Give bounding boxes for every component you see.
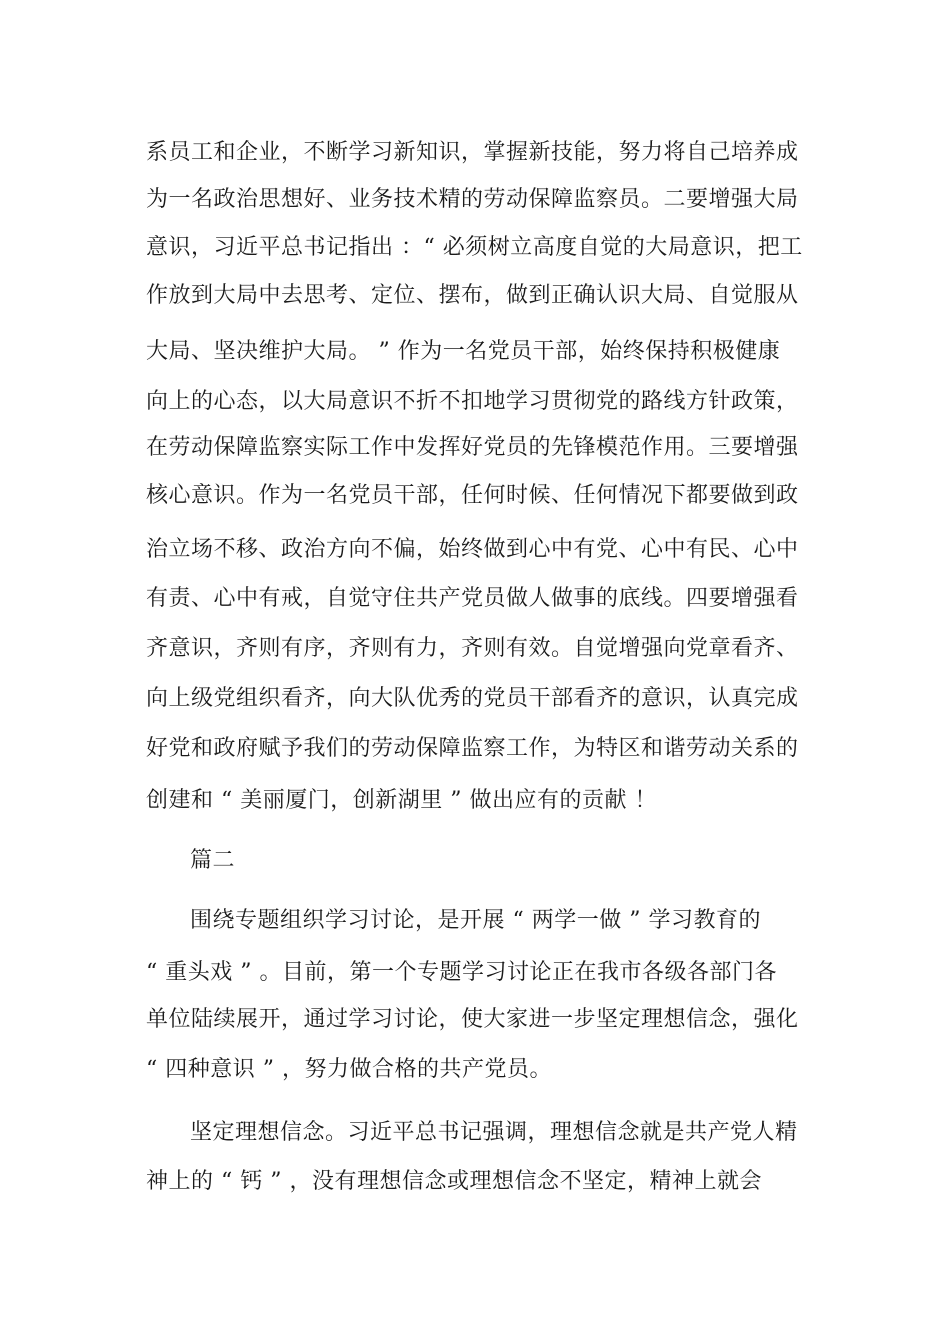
paragraph-line: 系员工和企业，不断学习新知识，掌握新技能，努力将自己培养成: [146, 140, 799, 165]
paragraph-line: “ 四种意识 ” ，努力做合格的共产党员。: [146, 1057, 552, 1082]
paragraph-line: 创建和 “ 美丽厦门，创新湖里 ” 做出应有的贡献 ！: [146, 788, 657, 813]
paragraph-line: 向上的心态，以大局意识不折不扣地学习贯彻党的路线方针政策，: [146, 389, 799, 414]
paragraph-line: 齐意识，齐则有序，齐则有力，齐则有效。自觉增强向党章看齐、: [146, 636, 799, 661]
paragraph-line: 大局、坚决维护大局。 ” 作为一名党员干部，始终保持积极健康: [146, 339, 781, 364]
paragraph-line: 在劳动保障监察实际工作中发挥好党员的先锋模范作用。三要增强: [146, 435, 799, 460]
paragraph-line: 作放到大局中去思考、定位、摆布，做到正确认识大局、自觉服从: [146, 283, 799, 308]
paragraph-line: 坚定理想信念。习近平总书记强调，理想信念就是共产党人精: [190, 1120, 798, 1145]
paragraph-line: 为一名政治思想好、业务技术精的劳动保障监察员。二要增强大局: [146, 187, 799, 212]
paragraph-line: 神上的 “ 钙 ” ，没有理想信念或理想信念不坚定，精神上就会: [146, 1169, 762, 1194]
paragraph-line: 意识，习近平总书记指出 ：“ 必须树立高度自觉的大局意识，把工: [146, 235, 803, 260]
paragraph-line: 向上级党组织看齐，向大队优秀的党员干部看齐的意识，认真完成: [146, 686, 799, 711]
paragraph-line: 单位陆续展开，通过学习讨论，使大家进一步坚定理想信念，强化: [146, 1007, 799, 1032]
paragraph-line: “ 重头戏 ” 。目前，第一个专题学习讨论正在我市各级各部门各: [146, 960, 777, 985]
paragraph-line: 治立场不移、政治方向不偏，始终做到心中有党、心中有民、心中: [146, 537, 799, 562]
paragraph-line: 核心意识。作为一名党员干部，任何时候、任何情况下都要做到政: [146, 483, 799, 508]
paragraph-line: 围绕专题组织学习讨论，是开展 “ 两学一做 ” 学习教育的: [190, 908, 761, 933]
paragraph-line: 好党和政府赋予我们的劳动保障监察工作，为特区和谐劳动关系的: [146, 736, 799, 761]
paragraph-line: 有责、心中有戒，自觉守住共产党员做人做事的底线。四要增强看: [146, 586, 799, 611]
section-heading: 篇二: [190, 848, 236, 873]
